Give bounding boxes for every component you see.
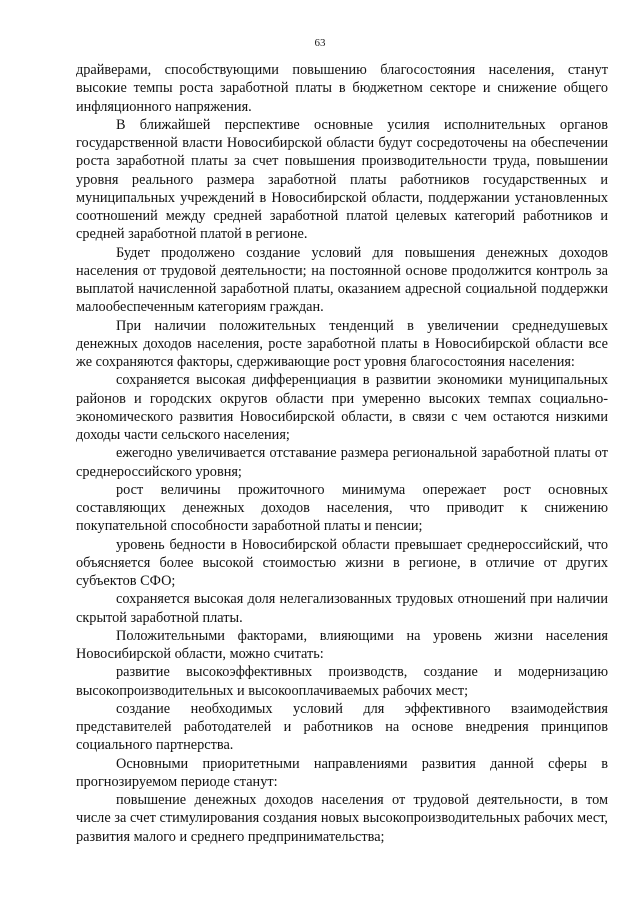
paragraph: Будет продолжено создание условий для повышения денежных доходов населения от трудовой деятельности; на постоянной основе продолжится контроль за выплатой начисленной заработной платы, оказанием адресной социальной поддержки малообеспеченным категориям граждан. [76,244,608,316]
list-item: сохраняется высокая доля нелегализованных трудовых отношений при наличии скрытой заработной платы. [76,591,608,626]
list-item: уровень бедности в Новосибирской области превышает среднероссийский, что объясняется более высокой стоимостью жизни в регионе, в отличие от других субъектов СФО; [76,536,608,589]
list-item: рост величины прожиточного минимума опережает рост основных составляющих денежных доходов населения, что приводит к снижению покупательной способности заработной платы и пенсии; [76,481,608,535]
list-item: создание необходимых условий для эффективного взаимодействия представителей работодателей и работников на основе внедрения принципов социального партнерства. [76,700,608,754]
paragraph: В ближайшей перспективе основные усилия исполнительных органов государственной власти Новосибирской области будут сосредоточены на обеспечении роста заработной платы за счет повышения производительности труда, повышении уровня реального размера заработной платы работников государственных и муниципальных учреждений в Новосибирской области, поддержании установленных соотношений между средней заработной платой целевых категорий работников и средней заработной платой в регионе. [76,116,608,243]
paragraph: Положительными факторами, влияющими на уровень жизни населения Новосибирской области, можно считать: [76,627,608,662]
paragraph: При наличии положительных тенденций в увеличении среднедушевых денежных доходов населения, росте заработной платы в Новосибирской области все же сохраняются факторы, сдерживающие рост уровня благосостояния населения: [76,317,608,370]
paragraph-continuation: драйверами, способствующими повышению благосостояния населения, станут высокие темпы роста заработной платы в бюджетном секторе и снижение общего инфляционного напряжения. [76,62,608,115]
page-number: 63 [314,37,326,49]
document-body [76,61,608,846]
paragraph: Основными приоритетными направлениями развития данной сферы в прогнозируемом периоде станут: [76,755,608,790]
list-item: развитие высокоэффективных производств, создание и модернизацию высокопроизводительных и высокооплачиваемых рабочих мест; [76,664,608,699]
list-item: ежегодно увеличивается отставание размера региональной заработной платы от среднероссийского уровня; [76,445,608,480]
list-item: повышение денежных доходов населения от трудовой деятельности, в том числе за счет стимулирования создания новых высокопроизводительных рабочих мест, развития малого и среднего предпринимательства; [76,792,608,845]
list-item: сохраняется высокая дифференциация в развитии экономики муниципальных районов и городских округов области при умеренно высоких темпах социально-экономического развития Новосибирской области, в связи с чем остаются низкими доходы части сельского населения; [76,372,608,443]
